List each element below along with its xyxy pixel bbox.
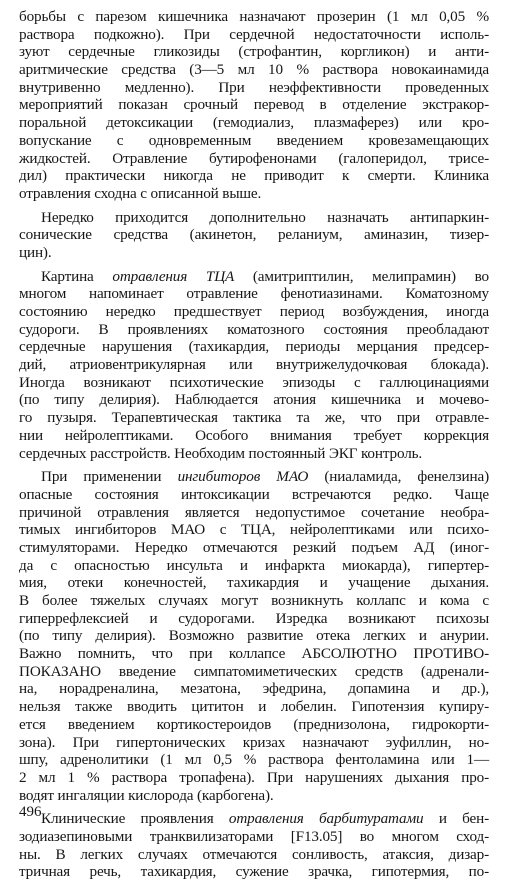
text-line: зона). При гипертонических кризах назначают эуфиллин, но- — [19, 733, 489, 751]
text-line: нии нейролептиками. Особого внимания требует коррекция — [19, 426, 489, 444]
page-text — [19, 8, 489, 881]
text-line: отравления сходна с описанной выше. — [19, 184, 262, 202]
text-line: зодиазепиновыми транквилизаторами [F13.05] во многом сход- — [19, 827, 489, 845]
text-line: тричная речь, тахикардия, сужение зрачка, гипотермия, по- — [19, 863, 489, 881]
text-line: цин). — [19, 243, 52, 261]
text-line: 2 мл 1 % раствора тропафена). При нарушениях дыхания про- — [19, 768, 489, 786]
emphasis: отравления барбитуратами — [228, 810, 424, 828]
text-line: борьбы с парезом кишечника назначают прозерин (1 мл 0,05 % — [19, 8, 489, 25]
paragraph — [19, 209, 489, 262]
text-line: мероприятий показан срочный перевод в отделение экстракор- — [19, 96, 489, 114]
emphasis: отравления ТЦА — [112, 267, 235, 285]
text-line: нельзя также вводить цититон и лобелин. Гипотензия купиру- — [19, 698, 489, 716]
text-line: Клинические проявления отравления барбитуратами и бен- — [41, 810, 489, 828]
text-line: дил) практически никогда не приводит к смерти. Клиника — [19, 167, 489, 185]
text-line: (по типу делирия). Наблюдается атония кишечника и мочево- — [19, 391, 489, 409]
text-line: Важно помнить, что при коллапсе АБСОЛЮТНО ПРОТИВО- — [19, 645, 489, 663]
text-line: раствора подкожно). При сердечной недостаточности исполь- — [19, 25, 489, 43]
text-line: судороги. В проявлениях коматозного состояния преобладают — [19, 320, 489, 338]
text-line: на, норадреналина, мезатона, эфедрина, допамина и др.), — [19, 680, 489, 698]
text-line: водят ингаляции кислорода (карбогена). — [19, 786, 274, 804]
text-line: шпу, адренолитики (1 мл 0,5 % раствора фентоламина или 1— — [19, 751, 489, 769]
text-line: тимых ингибиторов МАО с ТЦА, нейролептиками или психо- — [19, 521, 489, 539]
text-line: мия, отеки конечностей, тахикардия и учащение дыхания. — [19, 574, 489, 592]
paragraph — [19, 8, 489, 203]
text-line: состоянию нередко предшествует период возбуждения, иногда — [19, 303, 489, 320]
text-line: гиперрефлексией и судорогами. Изредка возникают психозы — [19, 609, 489, 627]
text-line: В более тяжелых случаях могут возникнуть коллапс и кома с — [19, 592, 489, 609]
text-line: сонические средства (акинетон, реланиум, аминазин, тизер- — [19, 226, 489, 244]
text-line: жидкостей. Отравление бутирофенонами (галоперидол, трисе- — [19, 149, 489, 167]
text-line: опасные состояния интоксикации встречаются редко. Чаще — [19, 485, 489, 503]
paragraph — [19, 810, 489, 881]
text-line: дий, атриовентрикулярная или внутрижелудочковая блокада). — [19, 356, 489, 374]
text-line: зуют сердечные гликозиды (строфантин, коргликон) и анти- — [19, 43, 489, 61]
emphasis: ингибиторов МАО — [177, 468, 309, 486]
text-line: причиной отравления является недопустимое сочетание необра- — [19, 503, 489, 521]
text-line: Картина отравления ТЦА (амитриптилин, мелипрамин) во — [41, 267, 489, 285]
paragraph — [19, 268, 489, 463]
text-line: внутривенно медленно). При неэффективности проведенных — [19, 78, 489, 96]
text-line: Иногда возникают психотические эпизоды с галлюцинациями — [19, 373, 489, 391]
text-line: стимуляторами. Нередко отмечаются резкий подъем АД (иног- — [19, 538, 489, 556]
text-line: сердечные нарушения (тахикардия, периоды мерцания предсер- — [19, 338, 489, 356]
page-number: 496 — [19, 804, 42, 820]
text-line: да с опасностью инсульта и инфаркта миокарда), гипертер- — [19, 556, 489, 574]
text-line: го пузыря. Терапевтическая тактика та же, что при отравле- — [19, 409, 489, 427]
text-line: сердечных расстройств. Необходим постоянный ЭКГ контроль. — [19, 444, 423, 462]
text-line: ется введением кортикостероидов (преднизолона, гидрокорти- — [19, 715, 489, 733]
text-line: При применении ингибиторов МАО (ниаламида, фенелзина) — [41, 468, 489, 486]
text-line: (по типу делирия). Возможно развитие отека легких и анурии. — [19, 627, 489, 645]
text-line: вопускание с одновременным введением кровезамещающих — [19, 131, 489, 149]
text-line: аритмические средства (3—5 мл 10 % раствора новокаинамида — [19, 61, 489, 79]
paragraph — [19, 468, 489, 804]
text-line: ны. В легких случаях отмечаются сонливость, атаксия, дизар- — [19, 845, 489, 863]
text-line: ПОКАЗАНО введение симпатомиметических средств (адренали- — [19, 662, 489, 680]
text-line: поральной детоксикации (гемодиализ, плазмаферез) или кро- — [19, 114, 489, 132]
text-line: многом напоминает отравление фенотиазинами. Коматозному — [19, 285, 489, 303]
text-line: Нередко приходится дополнительно назначать антипаркин- — [41, 208, 489, 226]
